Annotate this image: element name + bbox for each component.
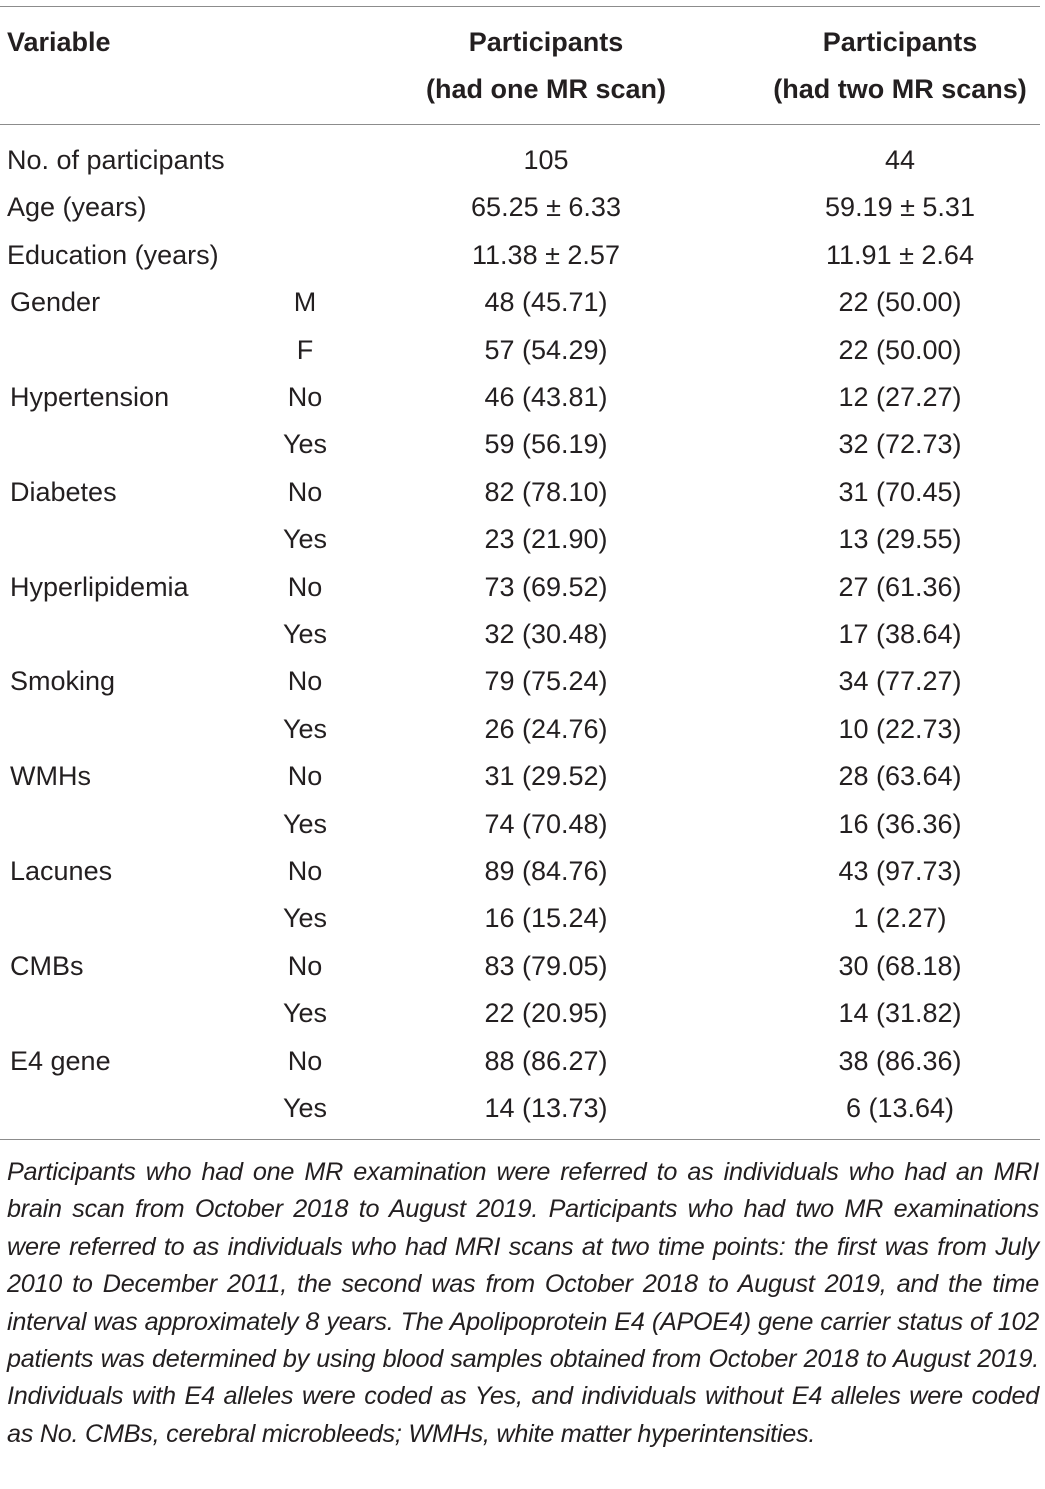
row-value-one-scan: 11.38 ± 2.57 <box>472 240 620 270</box>
row-label: WMHs <box>10 761 91 791</box>
row-label: Hyperlipidemia <box>10 572 189 602</box>
header-col1-line2: (had one MR scan) <box>425 74 667 104</box>
row-value-one-scan: 89 (84.76) <box>484 856 608 886</box>
row-value-two-scans: 43 (97.73) <box>838 856 962 886</box>
header-rule <box>0 124 1040 125</box>
table-footnote: Participants who had one MR examination were referred to as individuals who had an MRI brain scan from October 2018 to August 2019. Participants who had two MR examinations were referred to as individuals who had MRI scans at two time points: the first was from July 2010 to December 2011, the second was from October 2018 to August 2019, and the time interval was approximately 8 years. The Apolipoprotein E4 (APOE4) gene carrier status of 102 patients was determined by using blood samples obtained from October 2018 to August 2019. Individuals with E4 alleles were coded as Yes, and individuals without E4 alleles were coded as No. CMBs, cerebral microbleeds; WMHs, white matter hyperintensities. <box>7 1158 1039 1448</box>
row-sublabel: No <box>287 1046 323 1076</box>
header-variable: Variable <box>7 27 111 57</box>
row-sublabel: M <box>293 287 317 317</box>
row-value-two-scans: 16 (36.36) <box>838 809 962 839</box>
row-value-one-scan: 74 (70.48) <box>484 809 608 839</box>
row-value-two-scans: 13 (29.55) <box>838 524 962 554</box>
header-col2-line2: (had two MR scans) <box>773 74 1027 104</box>
row-value-one-scan: 14 (13.73) <box>484 1093 608 1123</box>
row-value-one-scan: 105 <box>523 145 569 175</box>
row-value-two-scans: 44 <box>884 145 916 175</box>
row-value-two-scans: 1 (2.27) <box>853 903 947 933</box>
row-label: Gender <box>10 287 101 317</box>
row-value-two-scans: 59.19 ± 5.31 <box>825 192 975 222</box>
row-value-two-scans: 38 (86.36) <box>838 1046 962 1076</box>
row-value-one-scan: 48 (45.71) <box>484 287 608 317</box>
row-sublabel: Yes <box>282 1093 328 1123</box>
row-sublabel: Yes <box>282 809 328 839</box>
row-label: Diabetes <box>10 477 117 507</box>
row-value-two-scans: 6 (13.64) <box>845 1093 955 1123</box>
row-value-one-scan: 59 (56.19) <box>484 429 608 459</box>
row-value-one-scan: 26 (24.76) <box>484 714 608 744</box>
row-value-one-scan: 32 (30.48) <box>484 619 608 649</box>
row-sublabel: No <box>287 572 323 602</box>
row-label: No. of participants <box>7 145 225 175</box>
row-sublabel: No <box>287 382 323 412</box>
row-label: Education (years) <box>7 240 219 270</box>
row-label: E4 gene <box>10 1046 111 1076</box>
row-sublabel: No <box>287 951 323 981</box>
row-label: Hypertension <box>10 382 170 412</box>
row-value-one-scan: 82 (78.10) <box>484 477 608 507</box>
row-label: CMBs <box>10 951 84 981</box>
row-value-one-scan: 83 (79.05) <box>484 951 608 981</box>
row-value-one-scan: 16 (15.24) <box>484 903 608 933</box>
bottom-rule <box>0 1139 1040 1140</box>
row-value-one-scan: 46 (43.81) <box>484 382 608 412</box>
row-value-two-scans: 17 (38.64) <box>838 619 962 649</box>
row-sublabel: Yes <box>282 714 328 744</box>
top-rule <box>0 6 1040 7</box>
row-value-two-scans: 30 (68.18) <box>838 951 962 981</box>
row-value-two-scans: 34 (77.27) <box>838 666 962 696</box>
row-value-one-scan: 88 (86.27) <box>484 1046 608 1076</box>
row-sublabel: No <box>287 477 323 507</box>
row-value-one-scan: 79 (75.24) <box>484 666 608 696</box>
row-sublabel: F <box>296 335 314 365</box>
row-value-two-scans: 14 (31.82) <box>838 998 962 1028</box>
row-sublabel: No <box>287 666 323 696</box>
row-value-two-scans: 12 (27.27) <box>838 382 962 412</box>
row-value-two-scans: 22 (50.00) <box>838 335 962 365</box>
row-sublabel: No <box>287 761 323 791</box>
row-value-one-scan: 31 (29.52) <box>484 761 608 791</box>
row-value-two-scans: 31 (70.45) <box>838 477 962 507</box>
row-value-one-scan: 65.25 ± 6.33 <box>471 192 621 222</box>
header-col1-line1: Participants <box>468 27 624 57</box>
row-value-two-scans: 22 (50.00) <box>838 287 962 317</box>
row-value-two-scans: 27 (61.36) <box>838 572 962 602</box>
row-sublabel: Yes <box>282 998 328 1028</box>
row-value-one-scan: 22 (20.95) <box>484 998 608 1028</box>
row-sublabel: Yes <box>282 619 328 649</box>
row-label: Smoking <box>10 666 116 696</box>
row-value-one-scan: 57 (54.29) <box>484 335 608 365</box>
row-value-two-scans: 28 (63.64) <box>838 761 962 791</box>
row-value-two-scans: 32 (72.73) <box>838 429 962 459</box>
row-sublabel: Yes <box>282 903 328 933</box>
row-value-one-scan: 73 (69.52) <box>484 572 608 602</box>
row-value-two-scans: 11.91 ± 2.64 <box>826 240 974 270</box>
row-label: Lacunes <box>10 856 113 886</box>
header-col2-line1: Participants <box>822 27 978 57</box>
row-sublabel: Yes <box>282 524 328 554</box>
row-label: Age (years) <box>7 192 147 222</box>
row-sublabel: Yes <box>282 429 328 459</box>
row-sublabel: No <box>287 856 323 886</box>
row-value-one-scan: 23 (21.90) <box>484 524 608 554</box>
row-value-two-scans: 10 (22.73) <box>838 714 962 744</box>
